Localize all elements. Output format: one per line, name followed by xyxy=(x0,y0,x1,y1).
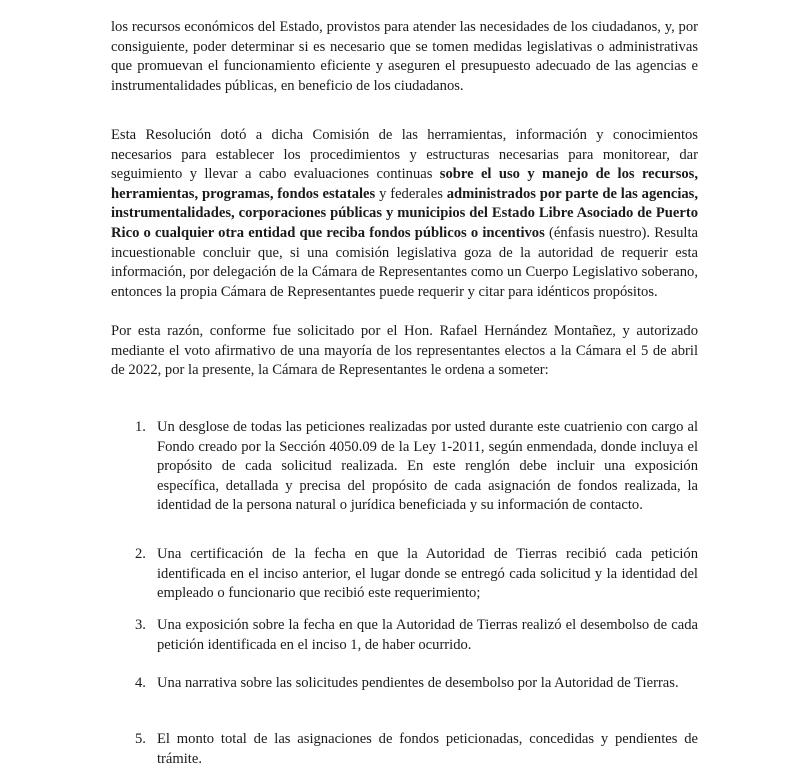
list-text: Una exposición sobre la fecha en que la Autoridad de Tierras realizó el desembolso de cada petición identificada en el inciso 1, de haber ocurrido. xyxy=(157,617,698,653)
list-text: El monto total de las asignaciones de fondos peticionadas, concedidas y pendientes de trámite. xyxy=(157,731,698,767)
list-item-5 xyxy=(135,730,698,769)
paragraph-2-emphasis-2: administrados por parte de las agencias, instrumentalidades, corporaciones públicas y municipios del Estado Libre Asociado de Puerto Rico o cualquier otra entidad que reciba fondos públicos o incentivos xyxy=(111,185,699,241)
list-item-1 xyxy=(135,418,698,516)
list-number: 1. xyxy=(135,419,146,435)
list-number: 5. xyxy=(135,731,146,747)
paragraph-2-text-1: Esta Resolución dotó a dicha Comisión de las herramientas, información y conocimientos necesarios para establecer los procedimientos y estructuras necesarias para monitorear, dar seguimiento y llevar a cabo evaluaciones continuas xyxy=(111,127,698,183)
list-item-3 xyxy=(135,616,698,655)
paragraph-2 xyxy=(111,126,698,302)
list-number: 3. xyxy=(135,617,146,633)
list-text: Una certificación de la fecha en que la Autoridad de Tierras recibió cada petición identificada en el inciso anterior, el lugar donde se entregó cada solicitud y la identidad del empleado o funcionario que recibió este requerimiento; xyxy=(157,546,698,602)
list-number: 4. xyxy=(135,675,146,691)
list-text: Un desglose de todas las peticiones realizadas por usted durante este cuatrienio con cargo al Fondo creado por la Sección 4050.09 de la Ley 1-2011, según enmendada, donde incluya el propósito de cada solicitud realizada. En este renglón debe incluir una exposición específica, detallada y precisa del propósito de cada asignación de fondos realizada, la identidad de la persona natural o jurídica beneficiada y su información de contacto. xyxy=(157,419,698,514)
paragraph-2-emphasis-1: sobre el uso y manejo de los recursos, herramientas, programas, fondos estatales xyxy=(111,166,699,202)
paragraph-2-text-3: (énfasis nuestro). Resulta incuestionable concluir que, si una comisión legislativa goza de la autoridad de requerir esta información, por delegación de la Cámara de Representantes como un Cuerpo Legislativo soberano, entonces la propia Cámara de Representantes puede requerir y citar para idénticos propósitos. xyxy=(111,224,698,300)
paragraph-3: Por esta razón, conforme fue solicitado por el Hon. Rafael Hernández Montañez, y autorizado mediante el voto afirmativo de una mayoría de los representantes electos a la Cámara el 5 de abril de 2022, por la presente, la Cámara de Representantes le ordena a someter: xyxy=(111,323,698,379)
paragraph-2-text-2: y federales xyxy=(375,185,447,202)
list-text: Una narrativa sobre las solicitudes pendientes de desembolso por la Autoridad de Tierras. xyxy=(157,675,679,691)
list-number: 2. xyxy=(135,546,146,562)
paragraph-1: los recursos económicos del Estado, provistos para atender las necesidades de los ciudadanos, y, por consiguiente, poder determinar si es necesario que se tomen medidas legislativas o administrativas que promuevan el funcionamiento eficiente y aseguren el presupuesto adecuado de las agencias e instrumentalidades públicas, en beneficio de los ciudadanos. xyxy=(111,19,698,94)
list-item-4 xyxy=(135,674,698,694)
list-item-2 xyxy=(135,545,698,604)
